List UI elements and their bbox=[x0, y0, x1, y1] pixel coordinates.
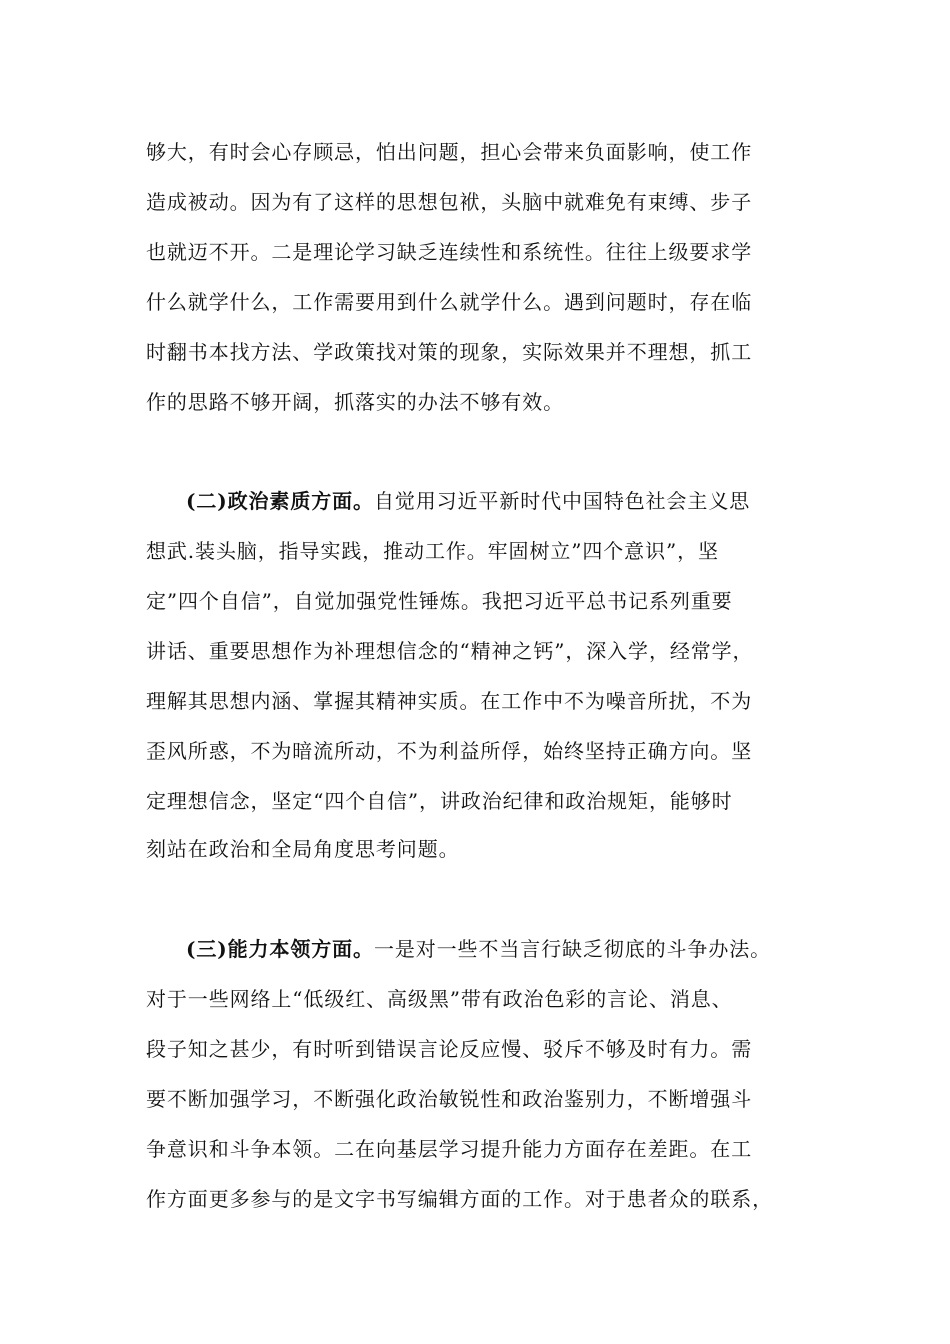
section-heading-political: (二)政治素质方面。 bbox=[186, 489, 374, 513]
paragraph-2-line-2: 想武.装头脑，指导实践，推动工作。牢固树立”四个意识”，坚 bbox=[146, 539, 719, 563]
paragraph-2-line-7: 定理想信念，坚定“四个自信”，讲政治纪律和政治规矩，能够时 bbox=[146, 789, 733, 813]
paragraph-2-line-6: 歪风所惑，不为暗流所动，不为利益所俘，始终坚持正确方向。坚 bbox=[146, 739, 753, 763]
paragraph-2-first-line bbox=[186, 486, 876, 516]
section-heading-ability: (三)能力本领方面。 bbox=[186, 937, 374, 961]
paragraph-2-line-3: 定”四个自信”，自觉加强党性锤炼。我把习近平总书记系列重要 bbox=[146, 589, 733, 613]
paragraph-3-first-line bbox=[186, 934, 876, 964]
paragraph-1-line-3: 也就迈不开。二是理论学习缺乏连续性和系统性。往往上级要求学 bbox=[146, 240, 753, 264]
paragraph-3-line-5: 争意识和斗争本领。二在向基层学习提升能力方面存在差距。在工 bbox=[146, 1137, 753, 1161]
paragraph-3-first-line-text: 一是对一些不当言行缺乏彻底的斗争办法。 bbox=[373, 937, 772, 961]
paragraph-1-line-5: 时翻书本找方法、学政策找对策的现象，实际效果并不理想，抓工 bbox=[146, 340, 753, 364]
paragraph-1-line-1: 够大，有时会心存顾忌，怕出问题，担心会带来负面影响，使工作 bbox=[146, 140, 753, 164]
paragraph-1-line-6: 作的思路不够开阔，抓落实的办法不够有效。 bbox=[146, 390, 564, 414]
paragraph-2-line-4: 讲话、重要思想作为补理想信念的“精神之钙”，深入学，经常学， bbox=[146, 639, 754, 663]
paragraph-3-line-4: 要不断加强学习，不断强化政治敏锐性和政治鉴别力，不断增强斗 bbox=[146, 1087, 753, 1111]
paragraph-3-line-2: 对于一些网络上“低级红、高级黑”带有政治色彩的言论、消息、 bbox=[146, 987, 733, 1011]
paragraph-3-line-6: 作方面更多参与的是文字书写编辑方面的工作。对于患者众的联系， bbox=[146, 1187, 773, 1211]
paragraph-2-line-8: 刻站在政治和全局角度思考问题。 bbox=[146, 837, 460, 861]
paragraph-1-line-4: 什么就学什么，工作需要用到什么就学什么。遇到问题时，存在临 bbox=[146, 290, 753, 314]
paragraph-2-line-5: 理解其思想内涵、掌握其精神实质。在工作中不为噪音所扰，不为 bbox=[146, 689, 753, 713]
paragraph-2-first-line-text: 自觉用习近平新时代中国特色社会主义思 bbox=[373, 489, 751, 513]
paragraph-3-line-3: 段子知之甚少，有时听到错误言论反应慢、驳斥不够及时有力。需 bbox=[146, 1037, 753, 1061]
paragraph-1-line-2: 造成被动。因为有了这样的思想包袱，头脑中就难免有束缚、步子 bbox=[146, 190, 753, 214]
